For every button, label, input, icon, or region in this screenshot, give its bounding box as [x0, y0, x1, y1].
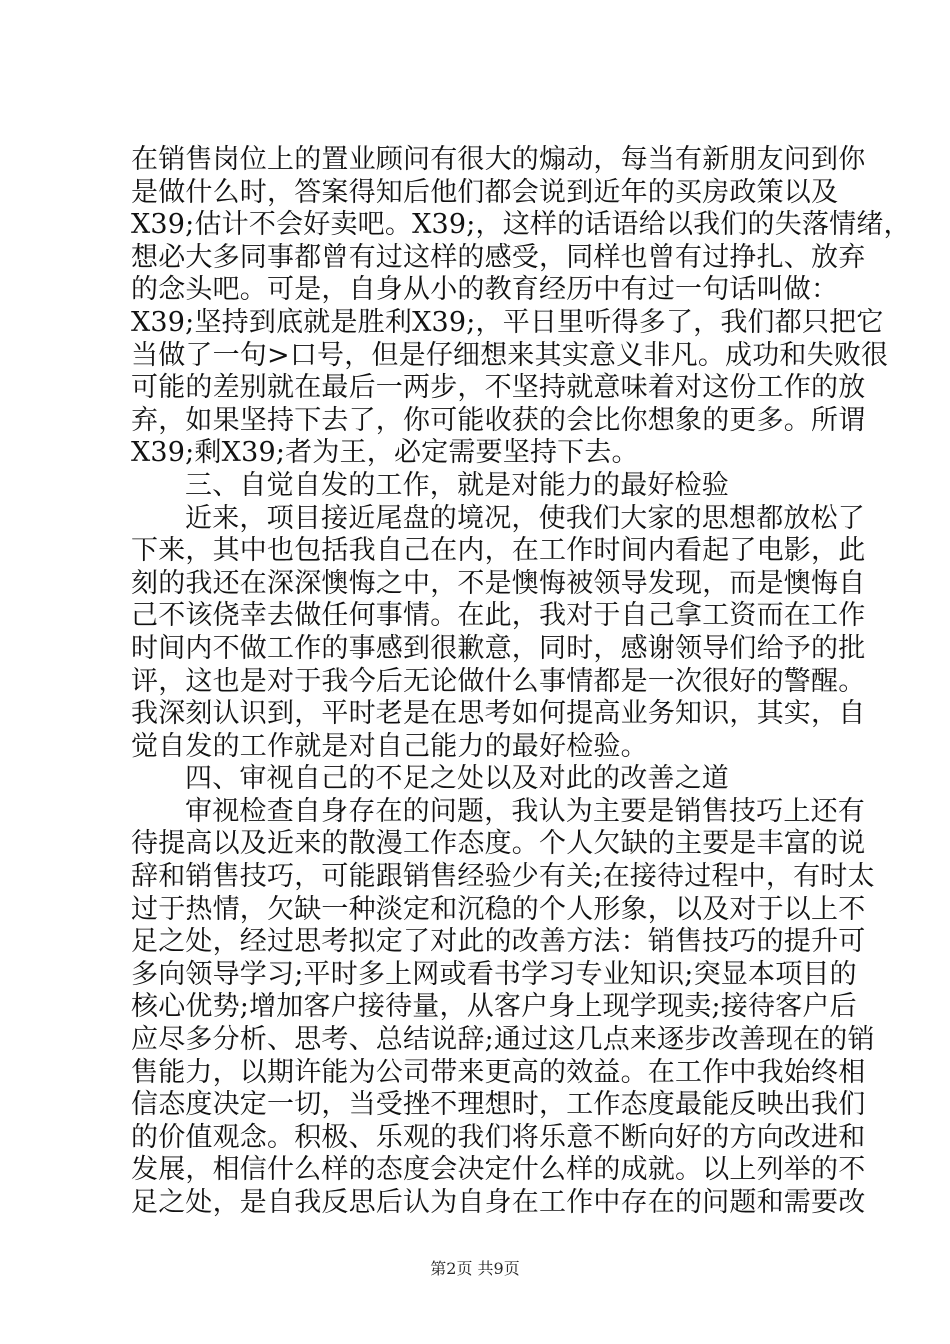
- document-body: [131, 144, 911, 1220]
- text-line: 多向领导学习;平时多上网或看书学习专业知识;突显本项目的: [131, 958, 857, 990]
- text-line: 待提高以及近来的散漫工作态度。个人欠缺的主要是丰富的说: [131, 828, 866, 860]
- text-line: 辞和销售技巧，可能跟销售经验少有关;在接待过程中，有时太: [131, 861, 875, 893]
- text-line: 信态度决定一切，当受挫不理想时，工作态度最能反映出我们: [131, 1089, 866, 1121]
- text-line: 审视检查自身存在的问题，我认为主要是销售技巧上还有: [185, 795, 865, 827]
- text-line: 当做了一句>口号，但是仔细想来其实意义非凡。成功和失败很: [131, 339, 889, 371]
- text-line: 时间内不做工作的事感到很歉意，同时，感谢领导们给予的批: [131, 632, 866, 664]
- text-line: 的念头吧。可是，自身从小的教育经历中有过一句话叫做：: [131, 274, 839, 306]
- page-footer: [0, 1256, 950, 1279]
- text-line: 在销售岗位上的置业顾问有很大的煽动，每当有新朋友问到你: [131, 144, 866, 175]
- text-line: 核心优势;增加客户接待量，从客户身上现学现卖;接待客户后: [131, 991, 857, 1023]
- text-line: 下来，其中也包括我自己在内，在工作时间内看起了电影，此: [131, 535, 866, 567]
- text-line: 四、审视自己的不足之处以及对此的改善之道: [185, 763, 729, 795]
- text-line: 应尽多分析、思考、总结说辞;通过这几点来逐步改善现在的销: [131, 1024, 875, 1056]
- text-line: 可能的差别就在最后一两步，不坚持就意味着对这份工作的放: [131, 372, 866, 404]
- text-line: 是做什么时，答案得知后他们都会说到近年的买房政策以及: [131, 176, 839, 208]
- text-line: X39;估计不会好卖吧。X39;，这样的话语给以我们的失落情绪，: [131, 209, 911, 241]
- text-line: 近来，项目接近尾盘的境况，使我们大家的思想都放松了: [185, 502, 865, 534]
- text-line: 过于热情，欠缺一种淡定和沉稳的个人形象，以及对于以上不: [131, 893, 866, 925]
- text-line: X39;坚持到底就是胜利X39;，平日里听得多了，我们都只把它: [131, 306, 884, 338]
- text-line: 我深刻认识到，平时老是在思考如何提高业务知识，其实，自: [131, 698, 866, 730]
- text-line: 售能力，以期许能为公司带来更高的效益。在工作中我始终相: [131, 1056, 866, 1088]
- text-line: 三、自觉自发的工作，就是对能力的最好检验: [185, 469, 729, 501]
- text-line: 己不该侥幸去做任何事情。在此，我对于自己拿工资而在工作: [131, 600, 866, 632]
- text-line: 足之处，是自我反思后认为自身在工作中存在的问题和需要改: [131, 1187, 866, 1218]
- text-line: 评，这也是对于我今后无论做什么事情都是一次很好的警醒。: [131, 665, 866, 697]
- text-line: 发展，相信什么样的态度会决定什么样的成就。以上列举的不: [131, 1154, 866, 1186]
- text-line: 弃，如果坚持下去了，你可能收获的会比你想象的更多。所谓: [131, 404, 866, 436]
- text-line: 足之处，经过思考拟定了对此的改善方法：销售技巧的提升可: [131, 926, 866, 958]
- text-line: 的价值观念。积极、乐观的我们将乐意不断向好的方向改进和: [131, 1121, 866, 1153]
- text-line: 觉自发的工作就是对自己能力的最好检验。: [131, 730, 648, 762]
- text-line: X39;剩X39;者为王，必定需要坚持下去。: [131, 437, 639, 469]
- text-line: 想必大多同事都曾有过这样的感受，同样也曾有过挣扎、放弃: [131, 241, 866, 273]
- text-line: 刻的我还在深深懊悔之中，不是懊悔被领导发现，而是懊悔自: [131, 567, 866, 599]
- page-number-label: 第2页 共9页: [430, 1259, 520, 1278]
